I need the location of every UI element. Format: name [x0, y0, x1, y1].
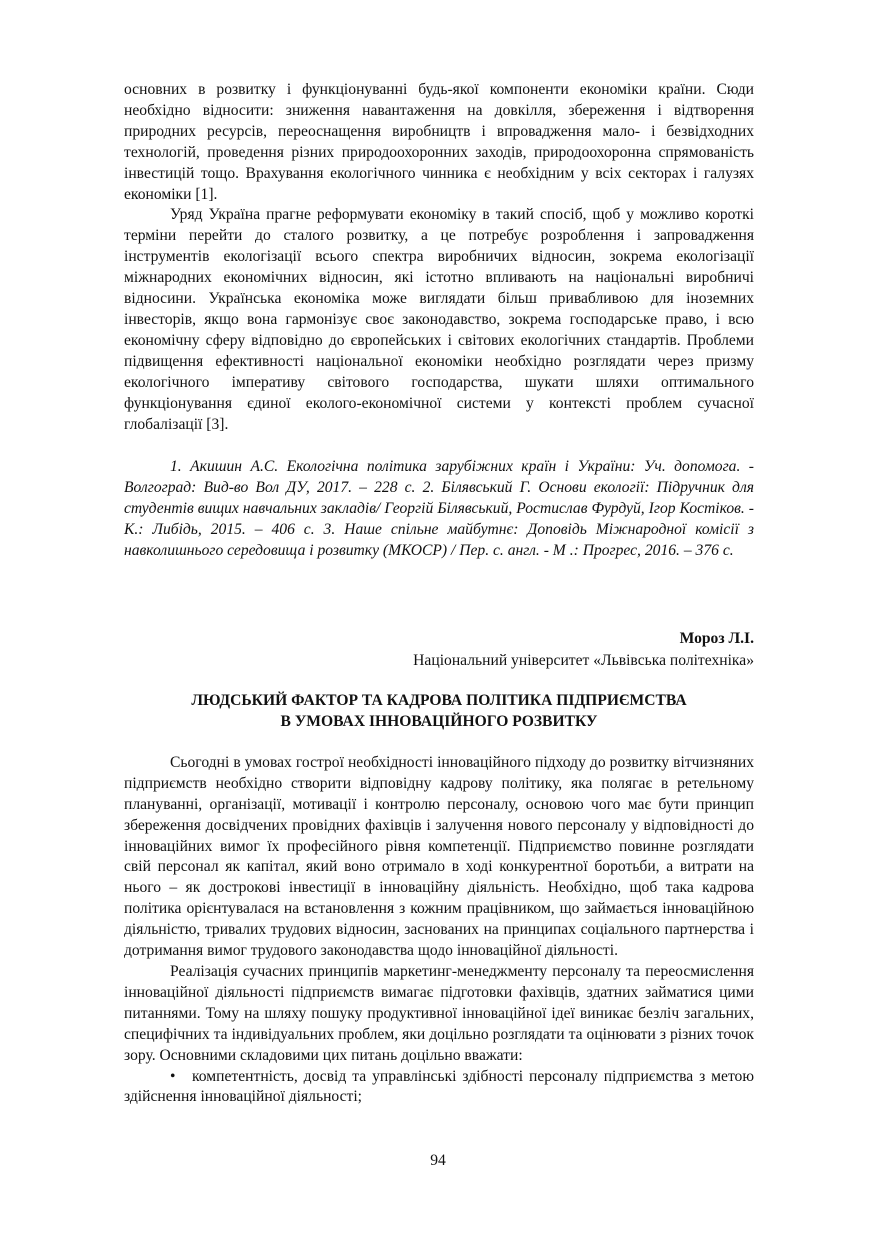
bullet-text: компетентність, досвід та управлінські здібності персоналу підприємства з метою здійснення інноваційної діяльності; — [124, 1067, 754, 1106]
references: 1. Акишин А.С. Екологічна політика зарубіжних країн і України: Уч. допомога. - Волгоград: Вид-во Вол ДУ, 2017. – 228 с. 2. Білявський Г. Основи екології: Підручник для студентів вищих навчальних закладів/ Георгій Білявський, Ростислав Фурдуй, Ігор Костіков. - К.: Либідь, 2015. – 406 с. 3. Наше спільне майбутнє: Доповідь Міжнародної комісії з навколишнього середовища і розвитку (МКОСР) / Пер. с. англ. - М .: Прогрес, 2016. – 376 с. — [124, 458, 754, 560]
body-paragraph: Сьогодні в умовах гострої необхідності інноваційного підходу до розвитку вітчизняних підприємств необхідно створити відповідну кадрову політику, яка полягає в ретельному плануванні, організації, мотивації і контролю персоналу, основою чого має бути принцип збереження досвідчених провідних фахівців і залучення нового персоналу у відповідності до інноваційних вимог їх професійного рівня компетенції. Підприємство повинне розглядати свій персонал як капітал, який воно отримало в ході конкурентної боротьби, а витрати на нього – як дострокові інвестиції в інноваційну діяльність. Необхідно, щоб така кадрова політика орієнтувалася на встановлення з кожним працівником, що займається інноваційною діяльністю, тривалих трудових відносин, заснованих на принципах соціального партнерства і дотримання вимог трудового законодавства щодо інноваційної діяльності. — [124, 753, 754, 960]
body-paragraph: Реалізація сучасних принципів маркетинг-менеджменту персоналу та переосмислення інноваційної діяльності підприємств вимагає підготовки фахівців, здатних займатися цими питаннями. Тому на шляху пошуку продуктивної інноваційної ідеї виникає безліч загальних, специфічних та індивідуальних проблем, яки доцільно розглядати та оцінювати з різних точок зору. Основними складовими цих питань доцільно вважати: — [124, 963, 754, 1064]
page-content — [124, 80, 754, 1108]
body-paragraph: основних в розвитку і функціонуванні будь-якої компоненти економіки країни. Сюди необхідно відносити: зниження навантаження на довкілля, збереження і відтворення природних ресурсів, переоснащення виробництв і впровадження мало- і безвідходних технологій, проведення різних природоохоронних заходів, природоохоронна спрямованість інвестицій тощо. Врахування екологічного чинника є необхідним у всіх секторах і галузях економіки [1]. — [124, 81, 754, 203]
author-name: Мороз Л.І. — [679, 629, 754, 647]
bullet-item — [124, 1067, 754, 1109]
body-paragraph: Уряд Україна прагне реформувати економіку в такий спосіб, щоб у можливо короткі терміни перейти до сталого розвитку, а це потребує розроблення і запровадження інструментів екологізації всього спектра виробничих відносин, зокрема екологізації міжнародних економічних відносин, які істотно впливають на національні виробничі відносини. Українська економіка може виглядати більш привабливою для іноземних інвесторів, якщо вона гармонізує своє законодавство, зокрема господарське право, і всю економічну сферу відповідно до європейських і світових екологічних стандартів. Проблеми підвищення ефективності національної економіки необхідно розглядати через призму екологічного імперативу світового господарства, шукати шляхи оптимального функціонування єдиної еколого-економічної системи у контексті проблем сучасної глобалізації [3]. — [124, 206, 754, 433]
page-number: 94 — [430, 1152, 446, 1169]
title-line: ЛЮДСЬКИЙ ФАКТОР ТА КАДРОВА ПОЛІТИКА ПІДПРИЄМСТВА — [191, 691, 687, 709]
author-affiliation: Національний університет «Львівська політехніка» — [413, 651, 754, 669]
author-block — [124, 628, 754, 672]
article-title — [124, 690, 754, 732]
title-line: В УМОВАХ ІННОВАЦІЙНОГО РОЗВИТКУ — [280, 712, 598, 730]
bullet-icon: • — [170, 1067, 176, 1085]
